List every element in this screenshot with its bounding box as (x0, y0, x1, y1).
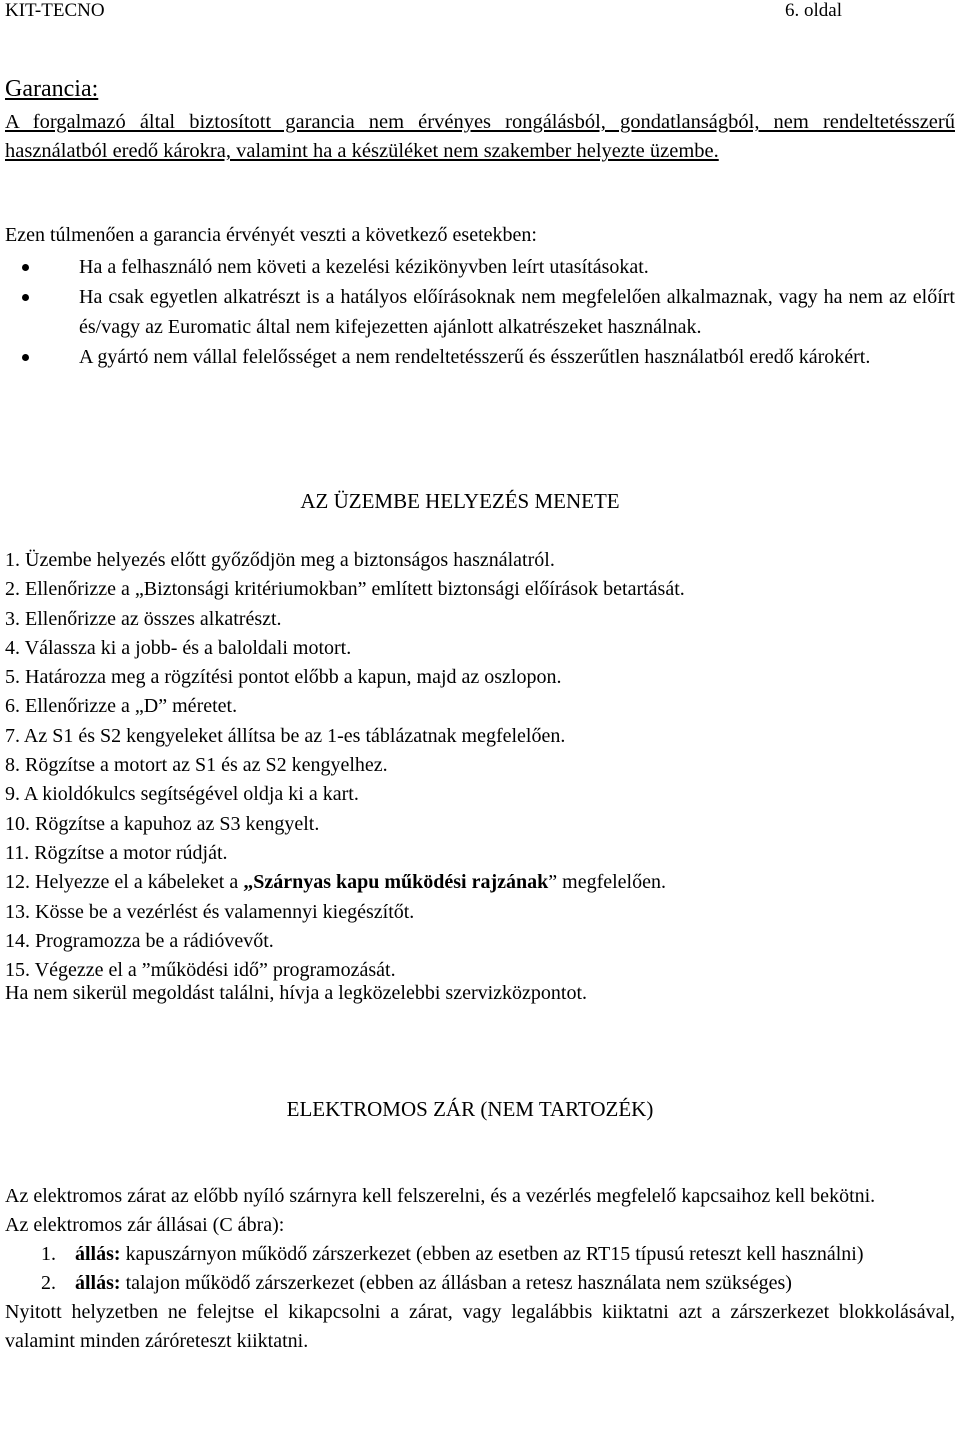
install-step: 13. Kösse be a vezérlést és valamennyi kiegészítőt. (5, 900, 415, 923)
bullet-dot-icon (22, 354, 29, 361)
lock-positions-list (5, 1240, 955, 1298)
lock-position-item (5, 1240, 955, 1269)
install-step: 8. Rögzítse a motort az S1 és az S2 kengyelhez. (5, 754, 388, 777)
install-step: 15. Végezze el a ”működési idő” programozását. (5, 959, 396, 982)
install-step: 4. Válassza ki a jobb- és a baloldali motort. (5, 636, 352, 659)
install-step: 10. Rögzítse a kapuhoz az S3 kengyelt. (5, 812, 320, 835)
lock-intro: Az elektromos zárat az előbb nyíló szárnyra kell felszerelni, és a vezérlés megfelelő kapcsaihoz kell bekötni. (5, 1185, 876, 1207)
install-closing-note: Ha nem sikerül megoldást találni, hívja a legközelebbi szervizközpontot. (5, 982, 588, 1004)
install-step: 2. Ellenőrizze a „Biztonsági kritériumokban” említett biztonsági előírások betartását. (5, 578, 685, 601)
bullet-dot-icon (22, 264, 29, 271)
install-step: 1. Üzembe helyezés előtt győződjön meg a biztonságos használatról. (5, 549, 555, 571)
position-number: 1. (41, 1243, 56, 1265)
page-header (5, 0, 955, 24)
bullet-text: Ha csak egyetlen alkatrészt is a hatályos előírásoknak nem megfelelően alkalmaznak, vagy ha nem az előírt és/vagy az Euromatic által nem kifejezetten ajánlott alkatrészeket használnak. (79, 286, 955, 338)
header-page-number: 6. oldal (785, 0, 842, 21)
guarantee-bullet-list (5, 252, 955, 372)
lock-positions-label: Az elektromos zár állásai (C ábra): (5, 1214, 285, 1236)
install-section-title: AZ ÜZEMBE HELYEZÉS MENETE (300, 489, 620, 513)
step-bold-reference: „Szárnyas kapu működési rajzának (243, 871, 549, 894)
step-text: 12. Helyezze el a kábeleket a (5, 871, 244, 894)
guarantee-lead: Ezen túlmenően a garancia érvényét veszti a következő esetekben: (5, 224, 537, 246)
bullet-item (5, 342, 955, 372)
bullet-text: Ha a felhasználó nem követi a kezelési kézikönyvben leírt utasításokat. (79, 256, 649, 278)
position-label: állás: (75, 1243, 121, 1265)
lock-note: Nyitott helyzetben ne felejtse el kikapcsolni a zárat, vagy legalábbis kiiktatni azt a zárszerkezet blokkolásával, valamint minden záróreteszt kiiktatni. (5, 1301, 955, 1352)
lock-section-body (5, 1182, 955, 1356)
bullet-text: A gyártó nem vállal felelősséget a nem rendeltetésszerű és ésszerűtlen használatból eredő károkért. (79, 346, 871, 368)
install-steps-list (5, 546, 955, 985)
bullet-dot-icon (22, 294, 29, 301)
install-step: 7. Az S1 és S2 kengyeleket állítsa be az 1-es táblázatnak megfelelően. (5, 724, 566, 747)
install-step (5, 868, 955, 897)
install-step: 6. Ellenőrizze a „D” méretet. (5, 695, 238, 718)
lock-position-item (5, 1269, 955, 1298)
lock-section-title: ELEKTROMOS ZÁR (NEM TARTOZÉK) (286, 1097, 654, 1121)
bullet-item (5, 252, 955, 282)
position-text: talajon működő zárszerkezet (ebben az állásban a retesz használata nem szükséges) (120, 1272, 792, 1294)
install-step: 9. A kioldókulcs segítségével oldja ki a kart. (5, 783, 359, 806)
guarantee-body: A forgalmazó által biztosított garancia nem érvényes rongálásból, gondatlanságból, nem rendeltetésszerű használatból eredő károkra, valamint ha a készüléket nem szakember helyezte üzembe. (5, 111, 955, 162)
bullet-item (5, 282, 955, 342)
guarantee-title: Garancia: (5, 76, 99, 102)
install-step: 14. Programozza be a rádióvevőt. (5, 929, 274, 952)
header-company: KIT-TECNO (5, 0, 105, 21)
install-step: 5. Határozza meg a rögzítési pontot előbb a kapun, majd az oszlopon. (5, 666, 562, 689)
install-step: 11. Rögzítse a motor rúdját. (5, 841, 228, 864)
install-step: 3. Ellenőrizze az összes alkatrészt. (5, 607, 282, 630)
position-label: állás: (75, 1272, 121, 1294)
position-text: kapuszárnyon működő zárszerkezet (ebben az esetben az RT15 típusú reteszt kell használni) (120, 1243, 864, 1265)
position-number: 2. (41, 1272, 56, 1294)
step-text: ” megfelelően. (548, 871, 666, 894)
